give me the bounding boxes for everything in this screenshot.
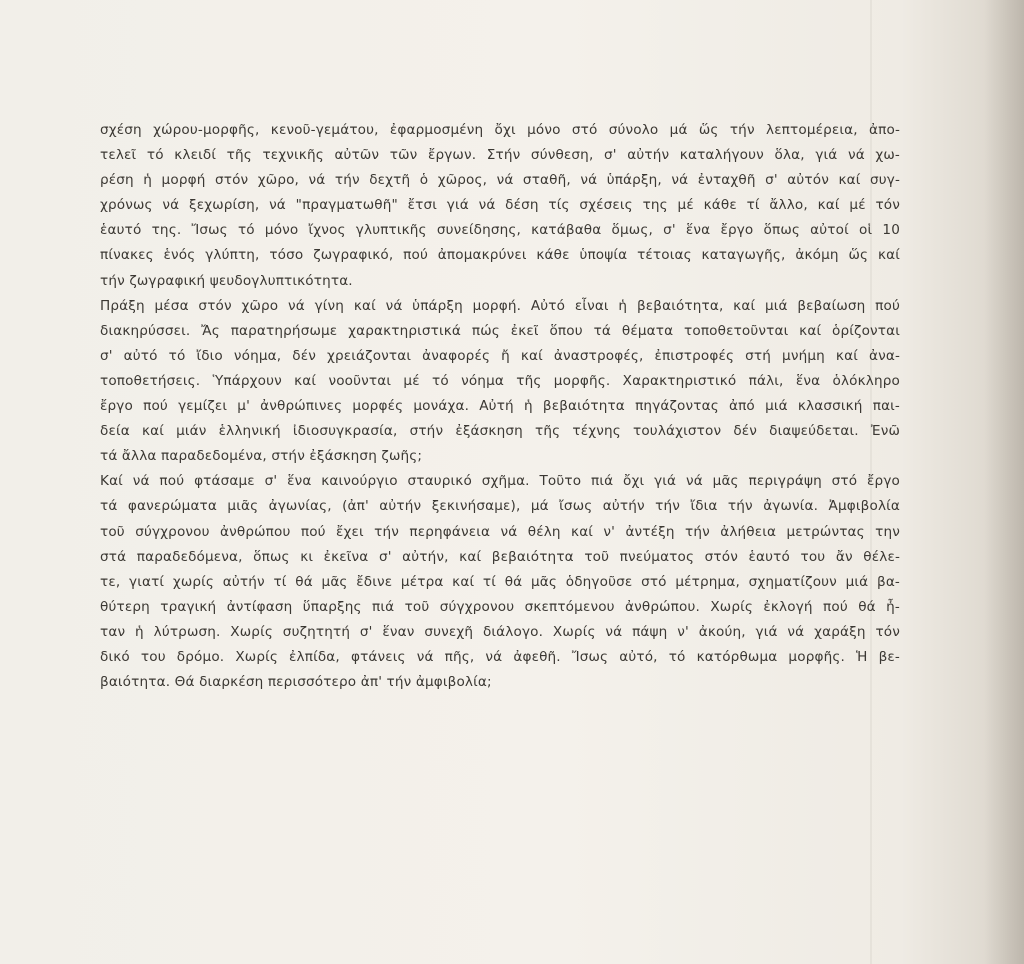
- text-line: χρόνως νά ξεχωρίση, νά "πραγματωθῆ" ἔτσι γιά νά δέση τίς σχέσεις της μέ κάθε τί ἄλλο, καί μέ τόν: [100, 197, 900, 214]
- text-line: θύτερη τραγική ἀντίφαση ὕπαρξης πιά τοῦ σύγχρονου σκεπτόμενου ἀνθρώπου. Χωρίς ἐκλογή πού θά ἦ-: [100, 598, 900, 615]
- text-line: τά ἄλλα παραδεδομένα, στήν ἐξάσκηση ζωῆς;: [100, 448, 423, 465]
- text-line: τελεῖ τό κλειδί τῆς τεχνικῆς αὐτῶν τῶν ἔργων. Στήν σύνθεση, σ' αὐτήν καταλήγουν ὅλα, γιά νά χω-: [100, 147, 900, 164]
- text-line: ταν ἡ λύτρωση. Χωρίς συζητητή σ' ἕναν συνεχῆ διάλογο. Χωρίς νά πάψη ν' ἀκούη, γιά νά χαράξη τόν: [100, 623, 900, 640]
- text-line: σχέση χώρου-μορφῆς, κενοῦ-γεμάτου, ἐφαρμοσμένη ὄχι μόνο στό σύνολο μά ὥς τήν λεπτομέρεια, ἀπο-: [100, 122, 900, 138]
- text-line: ρέση ἡ μορφή στόν χῶρο, νά τήν δεχτῆ ὁ χῶρος, νά σταθῆ, νά ὑπάρξη, νά ἐνταχθῆ σ' αὐτόν καί συγ-: [100, 172, 900, 189]
- text-line: βαιότητα. Θά διαρκέση περισσότερο ἀπ' τήν ἀμφιβολία;: [100, 674, 492, 691]
- text-line: τοῦ σύγχρονου ἀνθρώπου πού ἔχει τήν περηφάνεια νά θέλη καί ν' ἀντέξη τήν ἀλήθεια μετρώντας την: [100, 523, 900, 540]
- text-line: τοποθετήσεις. Ὑπάρχουν καί νοοῦνται μέ τό νόημα τῆς μορφῆς. Χαρακτηριστικό πάλι, ἕνα ὁλόκληρο: [100, 372, 900, 389]
- text-line: τά φανερώματα μιᾶς ἀγωνίας, (ἀπ' αὐτήν ξεκινήσαμε), μά ἴσως αὐτήν τήν ἴδια τήν ἀγωνία. Ἀμφιβολία: [100, 498, 900, 515]
- text-line: σ' αὐτό τό ἴδιο νόημα, δέν χρειάζονται ἀναφορές ἤ καί ἀναστροφές, ἐπιστροφές στή μνήμη καί ἀνα-: [100, 347, 900, 364]
- book-spine-shadow: [984, 0, 1024, 964]
- text-line: διακηρύσσει. Ἄς παρατηρήσωμε χαρακτηριστικά πώς ἐκεῖ ὅπου τά θέματα τοποθετοῦνται καί ὁρίζονται: [100, 322, 900, 339]
- text-line: δικό του δρόμο. Χωρίς ἐλπίδα, φτάνεις νά πῆς, νά ἀφεθῆ. Ἴσως αὐτό, τό κατόρθωμα μορφῆς. Ἡ βε-: [100, 648, 900, 665]
- text-line: τήν ζωγραφική ψευδογλυπτικότητα.: [100, 272, 353, 289]
- text-line: στά παραδεδόμενα, ὅπως κι ἐκεῖνα σ' αὐτήν, καί βεβαιότητα τοῦ πνεύματος στόν ἑαυτό του ἄν θέλε-: [100, 548, 900, 565]
- text-line: ἑαυτό της. Ἴσως τό μόνο ἴχνος γλυπτικῆς συνείδησης, κατάβαθα ὅμως, σ' ἕνα ἔργο ὅπως αὐτοί οἱ 10: [100, 222, 900, 239]
- text-line: Πράξη μέσα στόν χῶρο νά γίνη καί νά ὑπάρξη μορφή. Αὐτό εἶναι ἡ βεβαιότητα, καί μιά βεβαίωση πού: [100, 297, 900, 314]
- body-text: [100, 118, 900, 695]
- text-line: δεία καί μιάν ἑλληνική ἰδιοσυγκρασία, στήν ἐξάσκηση τῆς τέχνης τουλάχιστον δέν διαψεύδεται. Ἐνῶ: [100, 423, 900, 440]
- text-line: τε, γιατί χωρίς αὐτήν τί θά μᾶς ἔδινε μέτρα καί τί θά μᾶς ὁδηγοῦσε στό μέτρημα, σχηματίζουν μιά βα-: [100, 573, 900, 590]
- text-line: ἔργο πού γεμίζει μ' ἀνθρώπινες μορφές μονάχα. Αὐτή ἡ βεβαιότητα πηγάζοντας ἀπό μιά κλασσική παι-: [100, 398, 900, 415]
- text-line: πίνακες ἑνός γλύπτη, τόσο ζωγραφικό, πού ἀπομακρύνει κάθε ὑποψία τέτοιας καταγωγῆς, ἀκόμη ὥς καί: [100, 247, 900, 264]
- text-line: Καί νά πού φτάσαμε σ' ἕνα καινούργιο σταυρικό σχῆμα. Τοῦτο πιά ὄχι γιά νά μᾶς περιγράψη στό ἔργο: [100, 473, 900, 490]
